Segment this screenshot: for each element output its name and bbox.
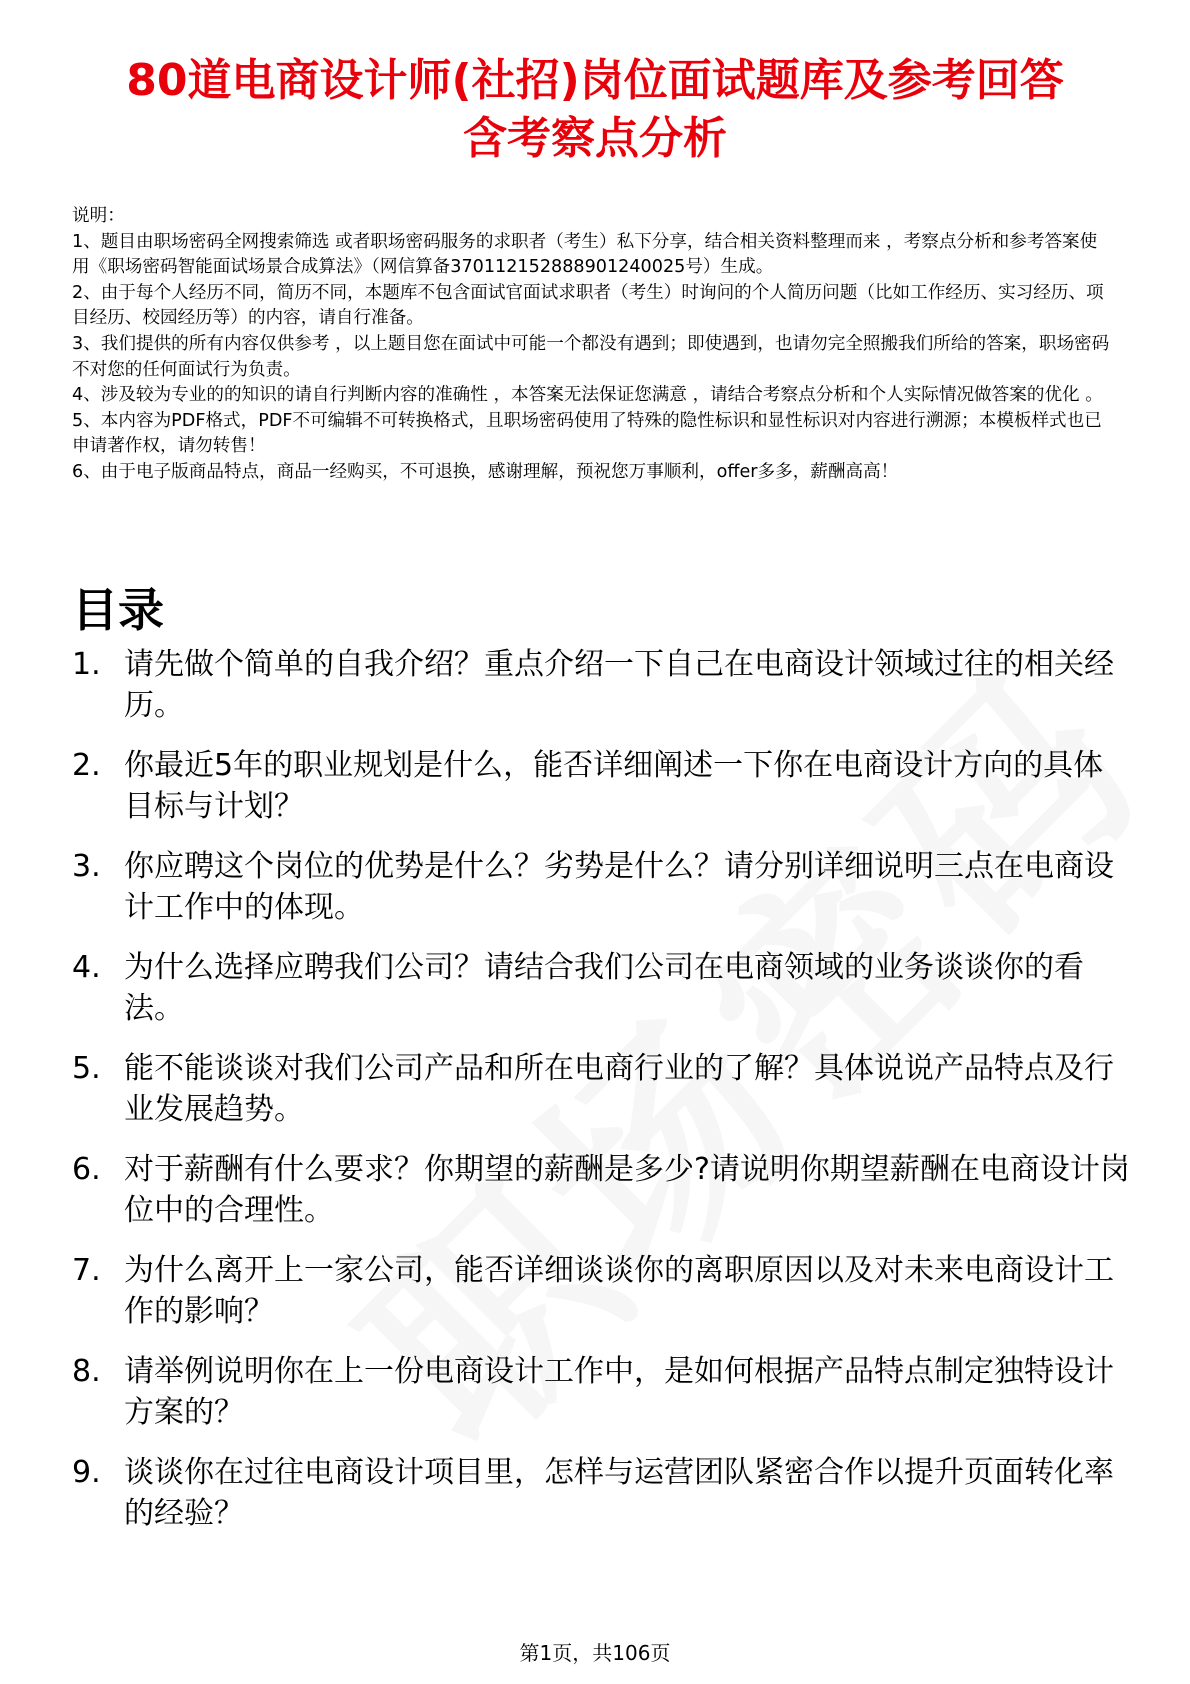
note-item: 5、本内容为PDF格式，PDF不可编辑不可转换格式，且职场密码使用了特殊的隐性标识和显性标识对内容进行溯源；本模板样式也已申请著作权，请勿转售！ xyxy=(72,410,1102,457)
note-item: 4、涉及较为专业的的知识的请自行判断内容的准确性 ，本答案无法保证您满意 ，请结合考察点分析和个人实际情况做答案的优化 。 xyxy=(72,385,1103,406)
notes-section xyxy=(72,204,1112,486)
title-line-2: 含考察点分析 xyxy=(463,113,727,164)
document-title xyxy=(60,52,1130,168)
toc-item-text: 谈谈你在过往电商设计项目里，怎样与运营团队紧密合作以提升页面转化率的经验？ xyxy=(124,1455,1114,1531)
toc-item-number: 6. xyxy=(72,1152,101,1187)
page-footer: 第1页，共106页 xyxy=(519,1641,671,1665)
title-line-1: 80道电商设计师(社招)岗位面试题库及参考回答 xyxy=(126,55,1064,106)
toc-item-6[interactable] xyxy=(72,1149,1132,1231)
toc-item-text: 能不能谈谈对我们公司产品和所在电商行业的了解？具体说说产品特点及行业发展趋势。 xyxy=(124,1051,1114,1127)
toc-item-text: 对于薪酬有什么要求？你期望的薪酬是多少?请说明你期望薪酬在电商设计岗位中的合理性。 xyxy=(124,1152,1130,1228)
toc-item-2[interactable] xyxy=(72,745,1132,827)
toc-item-text: 你最近5年的职业规划是什么，能否详细阐述一下你在电商设计方向的具体目标与计划？ xyxy=(124,748,1104,824)
notes-label: 说明： xyxy=(72,206,125,226)
table-of-contents xyxy=(72,644,1132,1553)
toc-item-text: 请先做个简单的自我介绍？重点介绍一下自己在电商设计领域过往的相关经历。 xyxy=(124,647,1114,723)
note-item: 3、我们提供的所有内容仅供参考 ，以上题目您在面试中可能一个都没有遇到；即使遇到，也请勿完全照搬我们所给的答案，职场密码不对您的任何面试行为负责。 xyxy=(72,333,1110,380)
note-item: 6、由于电子版商品特点，商品一经购买，不可退换，感谢理解，预祝您万事顺利，offer多多，薪酬高高！ xyxy=(72,461,899,482)
toc-item-text: 为什么离开上一家公司，能否详细谈谈你的离职原因以及对未来电商设计工作的影响？ xyxy=(124,1253,1114,1329)
toc-item-8[interactable] xyxy=(72,1351,1132,1433)
note-item: 2、由于每个人经历不同，简历不同，本题库不包含面试官面试求职者（考生）时询问的个人简历问题（比如工作经历、实习经历、项目经历、校园经历等）的内容，请自行准备。 xyxy=(72,282,1104,329)
toc-item-number: 2. xyxy=(72,748,101,783)
toc-item-4[interactable] xyxy=(72,947,1132,1029)
toc-item-number: 9. xyxy=(72,1455,101,1490)
toc-item-number: 1. xyxy=(72,647,101,682)
toc-item-number: 8. xyxy=(72,1354,101,1389)
note-item: 1、题目由职场密码全网搜索筛选 或者职场密码服务的求职者（考生）私下分享，结合相关资料整理而来 ，考察点分析和参考答案使用《职场密码智能面试场景合成算法》（网信算备370112152888901240025号）生成。 xyxy=(72,231,1098,278)
toc-item-text: 请举例说明你在上一份电商设计工作中，是如何根据产品特点制定独特设计方案的？ xyxy=(124,1354,1114,1430)
toc-item-1[interactable] xyxy=(72,644,1132,726)
toc-item-3[interactable] xyxy=(72,846,1132,928)
toc-item-text: 为什么选择应聘我们公司？请结合我们公司在电商领域的业务谈谈你的看法。 xyxy=(124,950,1084,1026)
toc-item-number: 7. xyxy=(72,1253,101,1288)
toc-item-5[interactable] xyxy=(72,1048,1132,1130)
toc-item-text: 你应聘这个岗位的优势是什么？劣势是什么？请分别详细说明三点在电商设计工作中的体现。 xyxy=(124,849,1114,925)
toc-heading: 目录 xyxy=(72,583,164,637)
toc-item-7[interactable] xyxy=(72,1250,1132,1332)
toc-item-number: 5. xyxy=(72,1051,101,1086)
toc-item-9[interactable] xyxy=(72,1452,1132,1534)
toc-item-number: 4. xyxy=(72,950,101,985)
toc-item-number: 3. xyxy=(72,849,101,884)
